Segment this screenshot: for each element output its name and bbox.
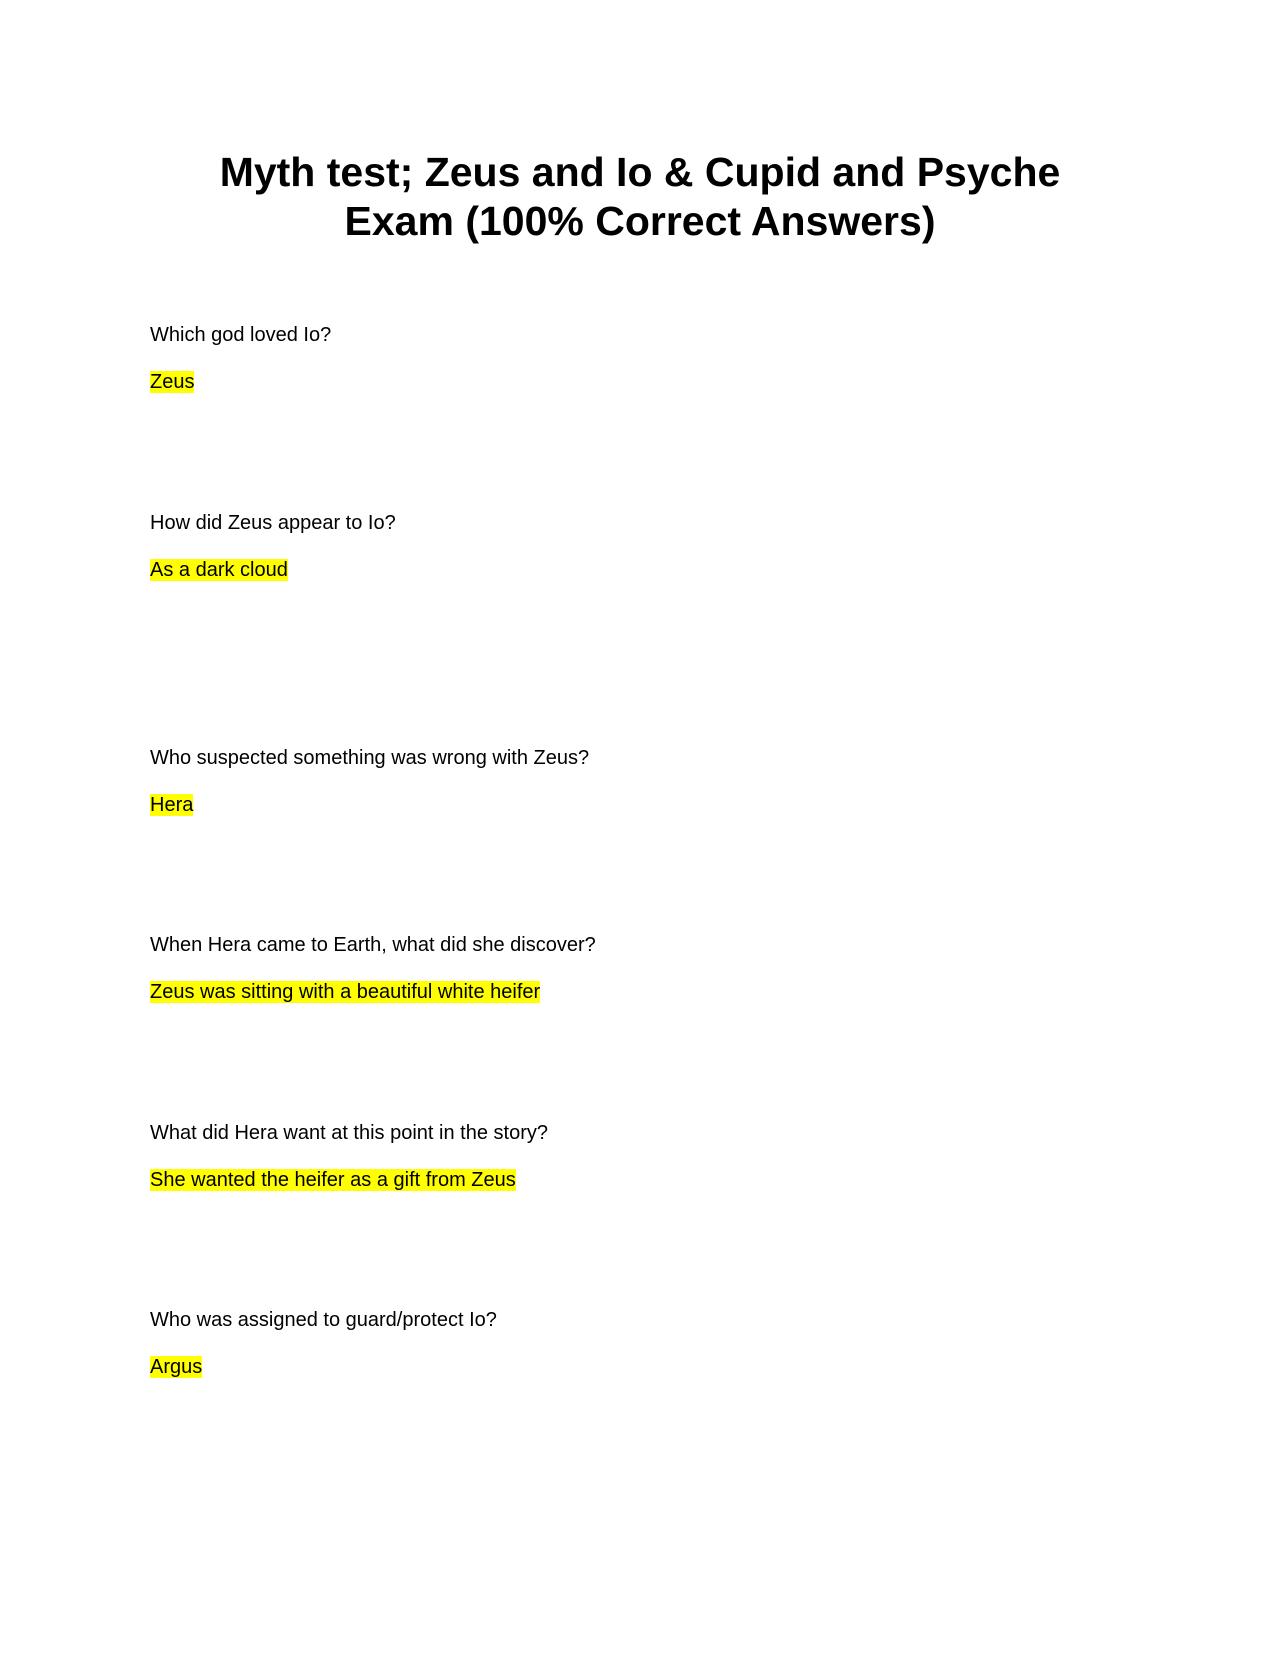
question-text: Which god loved Io?	[150, 324, 332, 346]
answer-highlight: Argus	[150, 1356, 203, 1378]
question-text: How did Zeus appear to Io?	[150, 512, 396, 534]
title-line-1: Myth test; Zeus and Io & Cupid and Psyche	[219, 149, 1061, 195]
answer-highlight: Hera	[150, 794, 194, 816]
answer-text	[150, 1354, 202, 1380]
answer-text	[150, 557, 288, 583]
answer-highlight: She wanted the heifer as a gift from Zeus	[150, 1169, 516, 1191]
answer-text	[150, 369, 194, 395]
answer-highlight: Zeus was sitting with a beautiful white heifer	[150, 981, 541, 1003]
answer-text	[150, 792, 193, 818]
answer-highlight: As a dark cloud	[150, 559, 288, 581]
question-text: Who was assigned to guard/protect Io?	[150, 1309, 497, 1331]
answer-highlight: Zeus	[150, 371, 195, 393]
question-text: When Hera came to Earth, what did she discover?	[150, 934, 596, 956]
answer-text	[150, 979, 540, 1005]
document-title	[140, 148, 1140, 246]
answer-text	[150, 1167, 516, 1193]
question-text: What did Hera want at this point in the story?	[150, 1122, 548, 1144]
title-line-2: Exam (100% Correct Answers)	[344, 198, 936, 244]
question-text: Who suspected something was wrong with Zeus?	[150, 747, 590, 769]
